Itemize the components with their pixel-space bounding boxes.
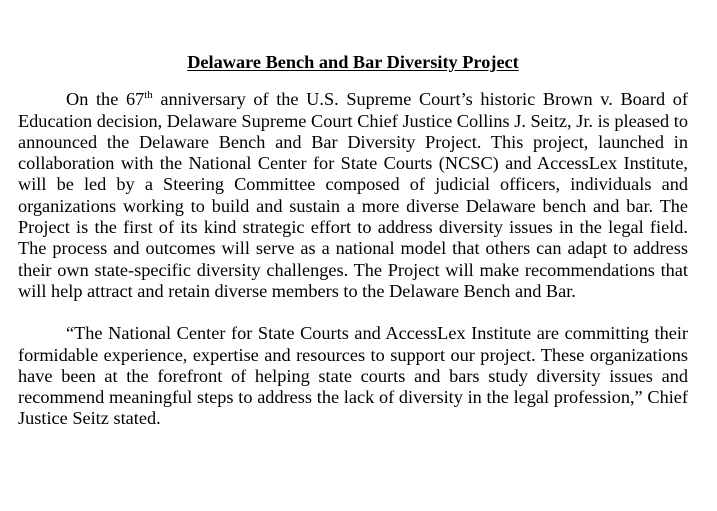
paragraph-quote: “The National Center for State Courts and AccessLex Institute are committing their formidable experience, expertise and resources to support our project. These organizations have been at the forefront of helping state courts and bars study diversity issues and recommend meaningful steps to address the lack of diversity in the legal profession,” Chief Justice Seitz stated. xyxy=(18,323,688,429)
paragraph-announcement xyxy=(18,89,688,302)
ordinal-suffix: th xyxy=(144,89,153,102)
document-page xyxy=(18,52,688,430)
document-title: Delaware Bench and Bar Diversity Project xyxy=(187,52,519,72)
paragraph-announcement-body: anniversary of the U.S. Supreme Court’s historic Brown v. Board of Education decision, Delaware Supreme Court Chief Justice Collins J. Seitz, Jr. is pleased to announced the Delaware Bench and Bar Diversity Project. This project, launched in collaboration with the National Center for State Courts (NCSC) and AccessLex Institute, will be led by a Steering Committee composed of judicial officers, individuals and organizations working to build and sustain a more diverse Delaware bench and bar. The Project is the first of its kind strategic effort to address diversity issues in the legal field. The process and outcomes will serve as a national model that others can adapt to address their own state-specific diversity challenges. The Project will make recommendations that will help attract and retain diverse members to the Delaware Bench and Bar. xyxy=(18,89,688,301)
paragraph-announcement-prefix: On the 67 xyxy=(66,89,145,110)
